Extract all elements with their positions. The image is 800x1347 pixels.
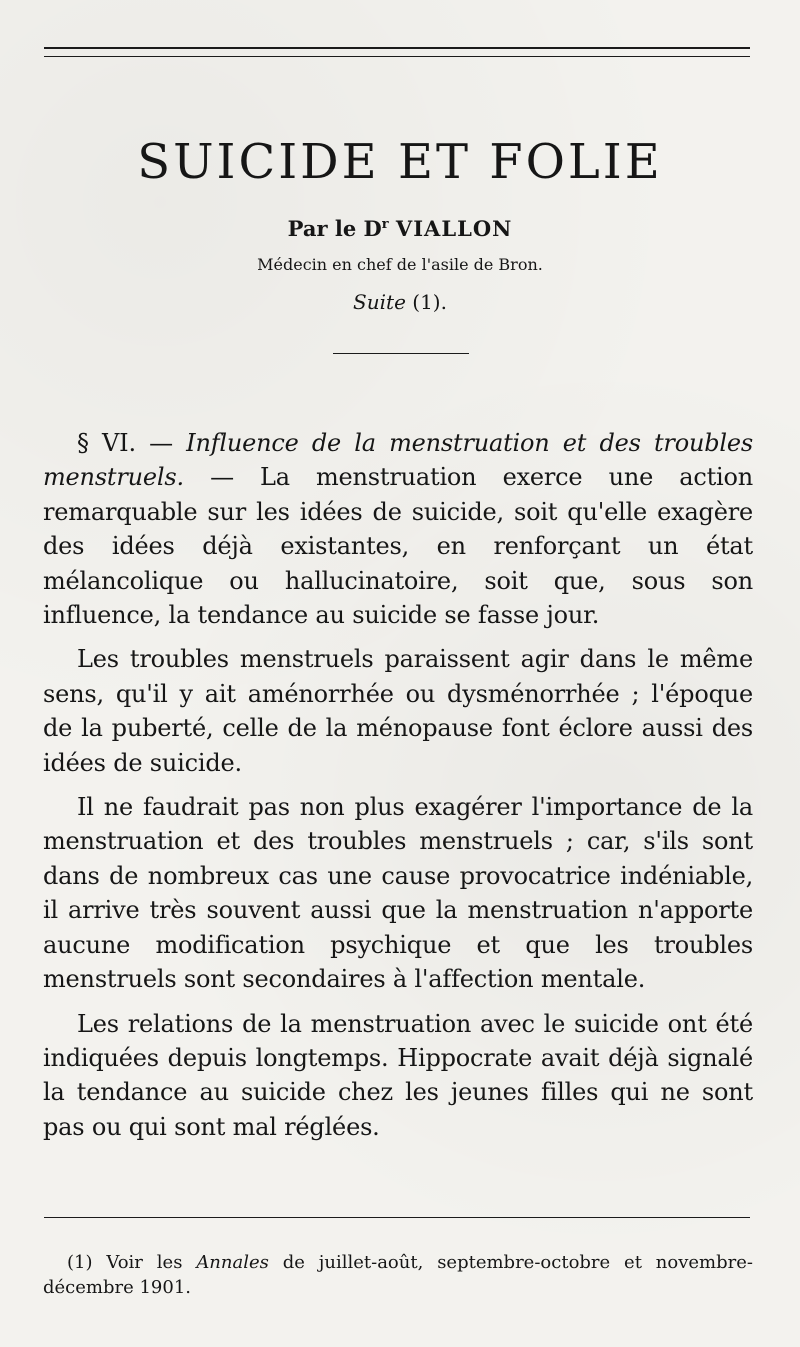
footnote — [43, 1250, 753, 1300]
footnote-text: de juillet-août, septembre-octobre et novembre-décembre 1901. — [43, 1252, 753, 1298]
article-body — [43, 426, 753, 1154]
footnote-reference: (1). — [412, 290, 447, 314]
section-opening-paragraph — [43, 426, 753, 632]
top-rule — [44, 47, 750, 49]
body-paragraph: Les troubles menstruels paraissent agir dans le même sens, qu'il y ait aménorrhée ou dysménorrhée ; l'époque de la puberté, celle de la ménopause font éclore aussi des idées de suicide. — [43, 645, 753, 777]
continued-word: Suite — [353, 290, 406, 314]
footnote-marker: (1) Voir les — [67, 1252, 183, 1273]
section-first-sentence: — La menstruation exerce une action remarquable sur les idées de suicide, soit qu'elle exagère des idées déjà existantes, en renforçant un état mélancolique ou hallucinatoire, soit que, sous son influence, la tendance au suicide se fasse jour. — [43, 463, 753, 630]
author-affiliation: Médecin en chef de l'asile de Bron. — [257, 255, 543, 274]
byline-superscript: r — [381, 217, 389, 232]
author-name: VIALLON — [395, 216, 513, 241]
title-separator — [333, 353, 469, 354]
article-title: SUICIDE ET FOLIE — [137, 134, 663, 190]
footnote-rule — [44, 1217, 750, 1218]
body-paragraph: Il ne faudrait pas non plus exagérer l'importance de la menstruation et des troubles menstruels ; car, s'ils sont dans de nombreux cas une cause provocatrice indéniable, il arrive très souvent aussi que la menstruation n'apporte aucune modification psychique et que les troubles menstruels sont secondaires à l'affection mentale. — [43, 793, 753, 994]
byline — [0, 216, 800, 241]
continued-note — [0, 290, 800, 314]
byline-prefix: Par le D — [287, 216, 382, 241]
section-number: § VI. — — [77, 429, 173, 457]
top-rule-thin — [44, 56, 750, 57]
body-paragraph: Les relations de la menstruation avec le suicide ont été indiquées depuis longtemps. Hippocrate avait déjà signalé la tendance au suicide chez les jeunes filles qui ne sont pas ou qui sont mal réglées. — [43, 1009, 753, 1141]
footnote-journal: Annales — [196, 1252, 269, 1273]
section-heading: Influence de la menstruation et des troubles menstruels. — [43, 429, 753, 492]
